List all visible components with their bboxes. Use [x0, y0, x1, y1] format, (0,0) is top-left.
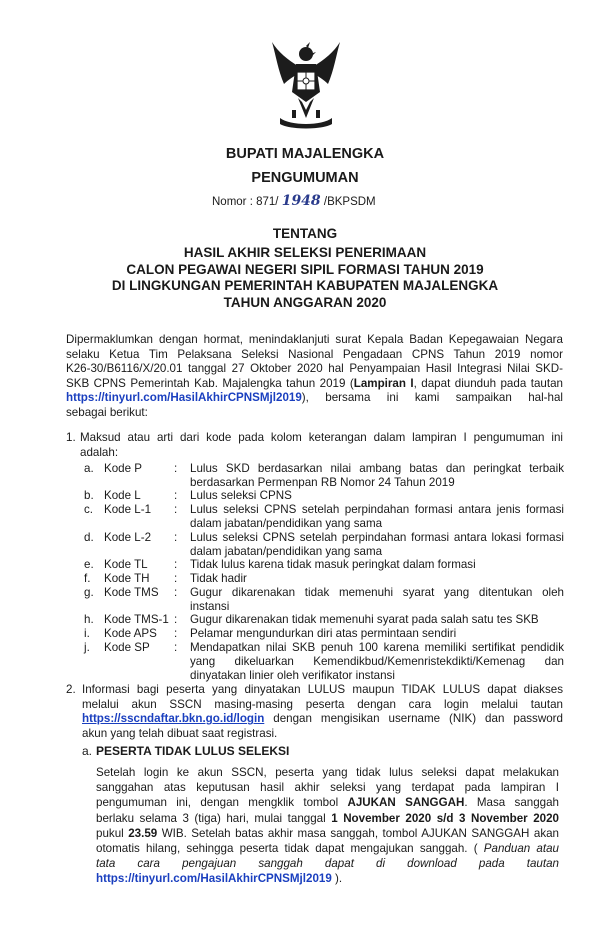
code-description: Pelamar mengundurkan diri atas permintaan sendiri [190, 627, 457, 640]
nomor-suffix: /BKPSDM [323, 196, 376, 208]
code-description: Lulus seleksi CPNS setelah perpindahan formasi antara jenis formasi dalam jabatan/pendidikan yang sama [190, 503, 564, 531]
sub-a-line: tata cara pengajuan sanggah dapat di download pada tautan [96, 857, 559, 871]
sub-a-paragraph [96, 765, 559, 887]
intro-line: sebagai berikut: [66, 405, 148, 419]
code-colon: : [174, 627, 178, 640]
code-name: Kode TMS [104, 586, 159, 599]
code-name: Kode L-1 [104, 503, 152, 516]
code-letter: c. [84, 503, 94, 516]
code-description: Gugur dikarenakan tidak memenuhi syarat yang ditentukan oleh instansi [190, 586, 564, 614]
sub-letter: a. [82, 744, 93, 758]
code-colon: : [174, 572, 178, 585]
intro-line: selaku Ketua Tim Pelaksana Seleksi Nasional Pengadaan CPNS Tahun 2019 nomor [66, 347, 563, 361]
code-description: Gugur dikarenakan tidak memenuhi syarat pada salah satu tes SKB [190, 613, 539, 626]
code-name: Kode TL [104, 558, 148, 571]
code-letter: e. [84, 558, 94, 571]
lampiran-link[interactable]: https://tinyurl.com/HasilAkhirCPNSMjl2019 [66, 391, 302, 405]
sub-a-line: berlaku selama 3 (tiga) hari, mulai tanggal 1 November 2020 s/d 3 November 2020 [96, 811, 559, 825]
intro-paragraph [66, 333, 563, 421]
sscn-login-link[interactable]: https://sscndaftar.bkn.go.id/login [82, 712, 265, 726]
code-name: Kode L [104, 489, 141, 502]
code-letter: g. [84, 586, 94, 599]
code-description: Tidak lulus karena tidak masuk peringkat dalam formasi [190, 558, 476, 571]
code-description: Lulus SKD berdasarkan nilai ambang batas dan peringkat terbaik berdasarkan Permenpan RB Nomor 24 Tahun 2019 [190, 462, 564, 490]
item-number: 1. [66, 431, 76, 444]
intro-line: https://tinyurl.com/HasilAkhirCPNSMjl2019), bersama ini kami sampaikan hal-hal [66, 391, 563, 405]
code-colon: : [174, 613, 178, 626]
document-subtitle: PENGUMUMAN [251, 170, 359, 186]
heading-line: DI LINGKUNGAN PEMERINTAH KABUPATEN MAJALENGKA [111, 278, 499, 293]
heading-line: CALON PEGAWAI NEGERI SIPIL FORMASI TAHUN 2019 [126, 261, 484, 277]
intro-line: K26-30/B6116/X/20.01 tanggal 27 Oktober 2020 hal Penyampaian Hasil Integrasi Nilai SKD- [66, 362, 563, 376]
code-description: Mendapatkan nilai SKB penuh 100 karena memiliki sertifikat pendidik yang dikeluarkan Kemendikbud/Kemenristekdikti/Kemenag dan dinyatakan linier oleh verifikator instansi [190, 641, 564, 683]
code-description: Lulus seleksi CPNS [190, 489, 292, 502]
code-colon: : [174, 531, 178, 544]
item1-text [80, 431, 563, 460]
sub-a-line: pukul 23.59 WIB. Setelah batas akhir masa sanggah, tombol AJUKAN SANGGAH akan [96, 826, 560, 840]
code-letter: h. [84, 613, 94, 626]
code-letter: j. [84, 641, 90, 654]
heading-line: HASIL AKHIR SELEKSI PENERIMAAN [183, 245, 427, 260]
code-colon: : [174, 586, 178, 599]
code-colon: : [174, 503, 178, 516]
code-description: Lulus seleksi CPNS setelah perpindahan formasi antara lokasi formasi dalam jabatan/pendidikan yang sama [190, 531, 564, 559]
sub-a-line: otomatis hilang, sehingga peserta tidak dapat mengajukan sanggah. ( Panduan atau [96, 842, 559, 856]
code-colon: : [174, 462, 178, 475]
item2-text [82, 683, 563, 741]
sub-a-line: pengumuman ini, dengan mengklik tombol AJUKAN SANGGAH. Masa sanggah [96, 796, 560, 810]
sub-heading: PESERTA TIDAK LULUS SELEKSI [96, 744, 290, 758]
document-title: BUPATI MAJALENGKA [225, 146, 385, 162]
code-name: Kode TMS-1 [104, 613, 169, 626]
item1-line: adalah: [80, 445, 119, 459]
tentang-label: TENTANG [272, 226, 338, 241]
code-letter: b. [84, 489, 94, 502]
code-letter: a. [84, 462, 94, 475]
code-colon: : [174, 641, 178, 654]
code-name: Kode L-2 [104, 531, 152, 544]
sub-a-line: https://tinyurl.com/HasilAkhirCPNSMjl2019 ). [96, 872, 343, 886]
nomor-handwritten: 1948 [281, 193, 321, 209]
code-name: Kode TH [104, 572, 150, 585]
sub-a-line: Setelah login ke akun SSCN, peserta yang tidak lulus seleksi dapat melakukan [96, 766, 559, 779]
panduan-link[interactable]: https://tinyurl.com/HasilAkhirCPNSMjl2019 [96, 872, 332, 886]
code-name: Kode APS [104, 627, 157, 640]
code-letter: f. [84, 572, 91, 585]
item-number: 2. [66, 683, 76, 696]
item2-line: melalui akun SSCN masing-masing peserta dengan cara login melalui tautan [82, 697, 563, 711]
sub-a-line: sanggahan atas keputusan hasil akhir seleksi yang terdapat pada lampiran I [96, 781, 559, 795]
nomor-prefix: 871/ [256, 196, 279, 208]
intro-line: SKB CPNS Pemerintah Kab. Majalengka tahun 2019 (Lampiran I, dapat diunduh pada tautan [66, 376, 563, 390]
code-description: Tidak hadir [190, 572, 247, 585]
lampiran-label: Lampiran I [353, 376, 414, 390]
item2-line: akun yang telah dibuat saat registrasi. [82, 726, 278, 740]
nomor-label: Nomor : [212, 196, 253, 208]
document-number [212, 193, 376, 209]
heading-block [0, 245, 610, 311]
code-letter: i. [84, 627, 90, 640]
code-colon: : [174, 558, 178, 571]
ajukan-sanggah-label: AJUKAN SANGGAH [347, 796, 465, 810]
item2-line: https://sscndaftar.bkn.go.id/login dengan mengisikan username (NIK) dan password [82, 712, 563, 726]
item1-line: Maksud atau arti dari kode pada kolom keterangan dalam lampiran I pengumuman ini [80, 431, 563, 444]
heading-line: TAHUN ANGGARAN 2020 [223, 294, 387, 310]
code-colon: : [174, 489, 178, 502]
garuda-emblem-icon [270, 40, 342, 130]
intro-line: Dipermaklumkan dengan hormat, menindaklanjuti surat Kepala Badan Kepegawaian Negara [66, 333, 563, 346]
code-name: Kode P [104, 462, 143, 475]
code-name: Kode SP [104, 641, 150, 654]
code-letter: d. [84, 531, 94, 544]
item2-line: Informasi bagi peserta yang dinyatakan LULUS maupun TIDAK LULUS dapat diakses [82, 683, 563, 696]
